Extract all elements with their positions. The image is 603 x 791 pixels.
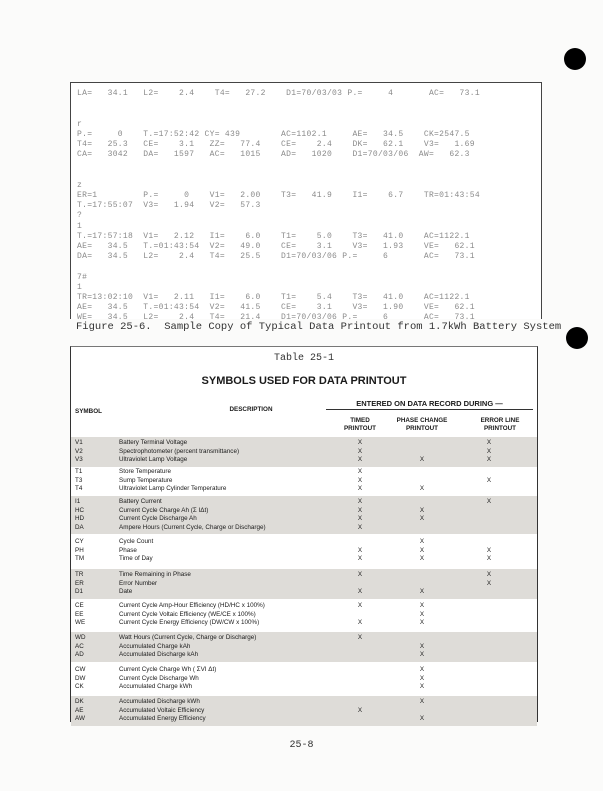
check-mark: X <box>419 666 425 673</box>
symbol-group <box>71 696 537 726</box>
description-cell: Accumulated Voltaic Efficiency <box>119 706 205 714</box>
table-row <box>71 698 537 707</box>
header-phase: PHASE CHANGE PRINTOUT <box>396 417 448 432</box>
check-mark: X <box>357 571 363 578</box>
check-mark: X <box>357 476 363 484</box>
printout-line: z <box>77 180 83 190</box>
symbol-cell: AC <box>75 642 84 650</box>
table-row <box>71 507 537 516</box>
symbol-cell: AW <box>75 715 85 722</box>
symbol-group <box>71 536 537 566</box>
symbol-cell: V1 <box>75 439 83 446</box>
symbol-cell: TR <box>75 571 84 578</box>
check-mark: X <box>486 447 492 455</box>
symbol-cell: AD <box>75 651 84 658</box>
description-cell: Store Temperature <box>119 468 172 475</box>
check-mark: X <box>486 579 492 587</box>
check-mark: X <box>357 706 363 714</box>
symbol-cell: CE <box>75 602 84 609</box>
printout-line: T4= 25.3 CE= 3.1 ZZ= 77.4 CE= 2.4 DK= 62.1 V3= 1.69 <box>77 140 475 149</box>
printout-line: AE= 34.5 T.=01:43:54 V2= 41.5 CE= 3.1 V3= 1.90 VE= 62.1 <box>77 303 475 313</box>
symbol-group <box>71 664 537 694</box>
description-cell: Spectrophotometer (percent transmittance) <box>119 447 240 455</box>
check-mark: X <box>357 546 363 554</box>
table-row <box>71 651 537 660</box>
symbol-cell: HD <box>75 515 85 522</box>
description-cell: Time Remaining in Phase <box>119 571 191 578</box>
description-cell: Current Cycle Charge Ah (Σ IΔt) <box>119 506 209 514</box>
table-row <box>71 707 537 716</box>
check-mark: X <box>357 619 363 626</box>
check-mark: X <box>419 555 425 562</box>
symbol-cell: EE <box>75 610 84 618</box>
data-printout <box>70 82 542 323</box>
check-mark: X <box>419 619 425 626</box>
table-row <box>71 619 537 628</box>
check-mark: X <box>486 555 492 562</box>
description-cell: Ampere Hours (Current Cycle, Charge or Discharge) <box>119 523 266 531</box>
check-mark: X <box>419 506 425 514</box>
table-row <box>71 634 537 643</box>
description-cell: Battery Current <box>119 498 162 505</box>
header-description: DESCRIPTION <box>229 406 273 413</box>
symbol-group <box>71 600 537 630</box>
table-row <box>71 580 537 589</box>
check-mark: X <box>357 515 363 522</box>
description-cell: Error Number <box>119 579 158 587</box>
table-row <box>71 439 537 448</box>
symbol-group <box>71 496 537 534</box>
table-row <box>71 524 537 533</box>
check-mark: X <box>419 698 425 705</box>
printout-line: ER=1 P.= 0 V1= 2.00 T3= 41.9 I1= 6.7 TR=01:43:54 <box>77 191 480 200</box>
description-cell: Accumulated Discharge kAh <box>119 651 199 658</box>
symbol-cell: V2 <box>75 447 83 455</box>
check-mark: X <box>357 456 363 463</box>
check-mark: X <box>419 715 425 722</box>
symbol-group <box>71 569 537 599</box>
description-cell: Current Cycle Charge Wh ( ΣVI Δt) <box>119 666 217 673</box>
symbols-table <box>70 346 538 722</box>
symbol-group <box>71 632 537 662</box>
check-mark: X <box>419 546 425 554</box>
check-mark: X <box>486 498 492 505</box>
printout-line: 1 <box>77 221 83 231</box>
check-mark: X <box>419 485 425 492</box>
check-mark: X <box>486 571 492 578</box>
header-timed: TIMED PRINTOUT <box>343 417 377 432</box>
table-row <box>71 547 537 556</box>
table-row <box>71 715 537 724</box>
symbol-cell: CW <box>75 666 86 673</box>
description-cell: Battery Terminal Voltage <box>119 439 188 446</box>
check-mark: X <box>419 674 425 682</box>
printout-line: T.=17:55:07 V3= 1.94 V2= 57.3 <box>77 201 261 211</box>
header-error: ERROR LINE PRINTOUT <box>480 417 520 432</box>
printout-line: DA= 34.5 L2= 2.4 T4= 25.5 D1=70/03/06 P.= 6 AC= 73.1 <box>77 252 475 262</box>
symbol-cell: CY <box>75 538 84 545</box>
description-cell: Current Cycle Amp-Hour Efficiency (HD/HC x 100%) <box>119 602 265 609</box>
printout-line: ? <box>77 211 83 221</box>
symbol-cell: CK <box>75 683 84 690</box>
check-mark: X <box>486 439 492 446</box>
description-cell: Accumulated Charge kAh <box>119 642 191 650</box>
symbol-group <box>71 437 537 467</box>
table-row <box>71 498 537 507</box>
symbol-cell: WE <box>75 619 86 626</box>
table-row <box>71 683 537 692</box>
printout-line: 1 <box>77 282 83 292</box>
description-cell: Current Cycle Voltaic Efficiency (WE/CE x 100%) <box>119 610 256 618</box>
printout-line: LA= 34.1 L2= 2.4 T4= 27.2 D1=70/03/03 P.= 4 AC= 73.1 <box>77 89 480 98</box>
table-row <box>71 468 537 477</box>
check-mark: X <box>357 439 363 446</box>
table-row <box>71 666 537 675</box>
printout-line: 7# <box>77 272 88 282</box>
header-symbol: SYMBOL <box>75 408 102 415</box>
entered-header: ENTERED ON DATA RECORD DURING — <box>326 399 533 410</box>
symbol-cell: DK <box>75 698 84 705</box>
symbol-cell: AE <box>75 706 84 714</box>
table-row <box>71 456 537 465</box>
page-number: 25-8 <box>289 740 314 751</box>
check-mark: X <box>486 546 492 554</box>
symbol-cell: TM <box>75 555 85 562</box>
check-mark: X <box>419 651 425 658</box>
check-mark: X <box>419 683 425 690</box>
check-mark: X <box>419 602 425 609</box>
check-mark: X <box>419 610 425 618</box>
table-row <box>71 538 537 547</box>
check-mark: X <box>419 456 425 463</box>
check-mark: X <box>357 588 363 595</box>
table-row <box>71 643 537 652</box>
table-row <box>71 602 537 611</box>
printout-line: T.=17:57:18 V1= 2.12 I1= 6.0 T1= 5.0 T3= 41.0 AC=1122.1 <box>77 231 470 241</box>
table-row <box>71 675 537 684</box>
symbol-cell: WD <box>75 634 86 641</box>
check-mark: X <box>419 588 425 595</box>
table-row <box>71 611 537 620</box>
symbol-cell: DW <box>75 674 86 682</box>
check-mark: X <box>357 555 363 562</box>
check-mark: X <box>486 476 492 484</box>
check-mark: X <box>357 602 363 609</box>
check-mark: X <box>357 523 363 531</box>
description-cell: Current Cycle Energy Efficiency (DW/CW x 100%) <box>119 619 260 626</box>
figure-caption: Figure 25-6. Sample Copy of Typical Data Printout from 1.7kWh Battery System <box>76 321 562 333</box>
check-mark: X <box>357 506 363 514</box>
check-mark: X <box>357 468 363 475</box>
printout-line: TR=13:02:10 V1= 2.11 I1= 6.0 T1= 5.4 T3= 41.0 AC=1122.1 <box>77 293 470 302</box>
description-cell: Current Cycle Discharge Ah <box>119 515 197 522</box>
symbol-cell: I1 <box>75 498 81 505</box>
description-cell: Accumulated Charge kWh <box>119 683 193 690</box>
symbol-cell: T3 <box>75 476 83 484</box>
description-cell: Cycle Count <box>119 538 154 545</box>
table-row <box>71 588 537 597</box>
printout-line: P.= 0 T.=17:52:42 CY= 439 AC=1102.1 AE= 34.5 CK=2547.5 <box>77 129 470 139</box>
check-mark: X <box>419 642 425 650</box>
symbol-cell: DA <box>75 523 84 531</box>
table-row <box>71 448 537 457</box>
table-title: SYMBOLS USED FOR DATA PRINTOUT <box>201 375 407 387</box>
printout-line: CA= 3042 DA= 1597 AC= 1015 AD= 1020 D1=70/03/06 AW= 62.3 <box>77 150 470 160</box>
check-mark: X <box>486 456 492 463</box>
symbol-group <box>71 466 537 496</box>
symbol-cell: T4 <box>75 485 83 492</box>
check-mark: X <box>419 515 425 522</box>
description-cell: Accumulated Energy Efficiency <box>119 715 206 722</box>
binder-hole <box>564 48 586 70</box>
check-mark: X <box>357 498 363 505</box>
symbol-cell: HC <box>75 506 85 514</box>
description-cell: Watt Hours (Current Cycle, Charge or Discharge) <box>119 634 257 641</box>
description-cell: Phase <box>119 546 137 554</box>
check-mark: X <box>357 447 363 455</box>
symbol-cell: ER <box>75 579 84 587</box>
table-row <box>71 477 537 486</box>
table-row <box>71 555 537 564</box>
description-cell: Sump Temperature <box>119 476 173 484</box>
check-mark: X <box>419 538 425 545</box>
table-row <box>71 485 537 494</box>
symbol-cell: PH <box>75 546 84 554</box>
table-number: Table 25-1 <box>273 353 334 364</box>
symbol-cell: T1 <box>75 468 83 475</box>
table-row <box>71 571 537 580</box>
table-row <box>71 515 537 524</box>
check-mark: X <box>357 485 363 492</box>
description-cell: Current Cycle Discharge Wh <box>119 674 199 682</box>
printout-line: r <box>77 119 83 129</box>
symbol-cell: D1 <box>75 588 84 595</box>
description-cell: Time of Day <box>119 555 153 562</box>
description-cell: Accumulated Discharge kWh <box>119 698 200 705</box>
description-cell: Ultraviolet Lamp Voltage <box>119 456 188 463</box>
symbol-cell: V3 <box>75 456 83 463</box>
description-cell: Ultraviolet Lamp Cylinder Temperature <box>119 485 227 492</box>
check-mark: X <box>357 634 363 641</box>
description-cell: Date <box>119 588 133 595</box>
binder-hole <box>566 327 588 349</box>
printout-line: AE= 34.5 T.=01:43:54 V2= 49.0 CE= 3.1 V3= 1.93 VE= 62.1 <box>77 242 475 251</box>
printout-line: WE= 34.5 L2= 2.4 T4= 21.4 D1=70/03/06 P.= 6 AC= 73.1 <box>77 313 475 323</box>
